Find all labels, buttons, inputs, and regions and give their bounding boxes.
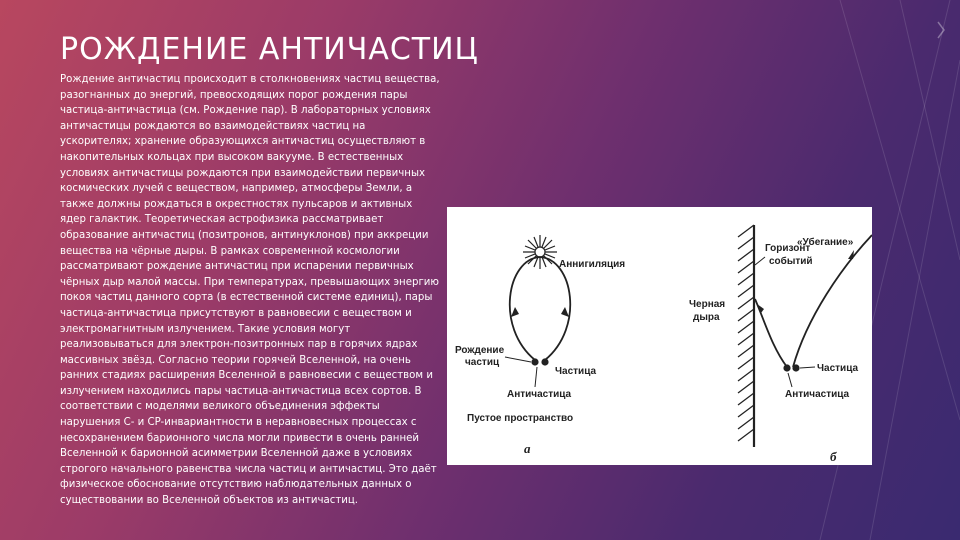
horizon-label-line2: событий [769,256,813,267]
panel-a [455,235,625,456]
slide-body-text: Рождение античастиц происходит в столкновениях частиц вещества, разогнанных до энергий, превосходящих порог рождения пары частица-античастица (см. Рождение пар). В лабораторных условиях античастицы рождаются во взаимодействиях частиц на ускорителях; хранение образующихся античастиц осуществляют в накопительных кольцах при высоком вакууме. В естественных условиях античастицы рождаются при взаимодействии первичных космических лучей с веществом, например, атмосферы Земли, а также должны рождаться в окрестностях пульсаров и активных ядер галактик. Теоретическая астрофизика рассматривает образование античастиц (позитронов, антинуклонов) при аккреции вещества на чёрные дыры. В рамках современной космологии рассматривают рождение античастиц при испарении первичных чёрных дыр малой массы. При температурах, превышающих энергию покоя частиц данного сорта (в естественной системе единиц), пары частица-античастица присутствуют в равновесии с веществом и электромагнитным излучением. Такие условия могут реализовываться для электрон-позитронных пар в горячих ядрах массивных звёзд. Согласно теории горячей Вселенной, на очень ранних стадиях расширения Вселенной в равновесии с веществом и излучением находились пары частица-античастица всех сортов. В соответствии с моделями великого объединения эффекты нарушения C- и CP-инвариантности в неравновесных процессах с несохранением барионного числа могли привести в очень ранней Вселенной к барионной асимметрии Вселенной даже в условиях строгого начального равенства числа частиц и античастиц. Это даёт физическое обоснование отсутствию наблюдательных данных о существовании во Вселенной объектов из античастиц. [60,74,440,507]
antiparticle-label-b: Античастица [785,389,850,400]
antiparticle-dot [531,358,538,365]
particle-dot [541,358,548,365]
pair-loop-path [510,257,570,360]
horizon-label-line1: Горизонт [765,243,811,254]
arrow-icon [561,307,569,317]
escape-trajectory [793,235,872,367]
arrow-icon [848,250,854,259]
panel-b [689,225,872,464]
birth-label-line1: Рождение [455,345,505,356]
antiparticle-label-a: Античастица [507,389,572,400]
antiparticle-dot-b [783,364,790,371]
panel-b-label: б [830,449,837,464]
particle-dot-b [792,364,799,371]
empty-space-label: Пустое пространство [467,413,574,424]
black-hole-label-line2: дыра [693,312,720,323]
pair-production-figure [447,207,872,465]
particle-label-b: Частица [817,363,859,374]
arrow-icon [511,307,519,317]
particle-label-a: Частица [555,366,597,377]
birth-label-line2: частиц [465,357,500,368]
panel-a-label: а [524,441,531,456]
slide-title: РОЖДЕНИЕ АНТИЧАСТИЦ [60,32,479,67]
escape-label: «Убегание» [797,237,854,248]
annihilation-label: Аннигиляция [559,259,626,270]
annihilation-burst-icon [523,235,557,269]
black-hole-label-line1: Черная [689,299,726,310]
